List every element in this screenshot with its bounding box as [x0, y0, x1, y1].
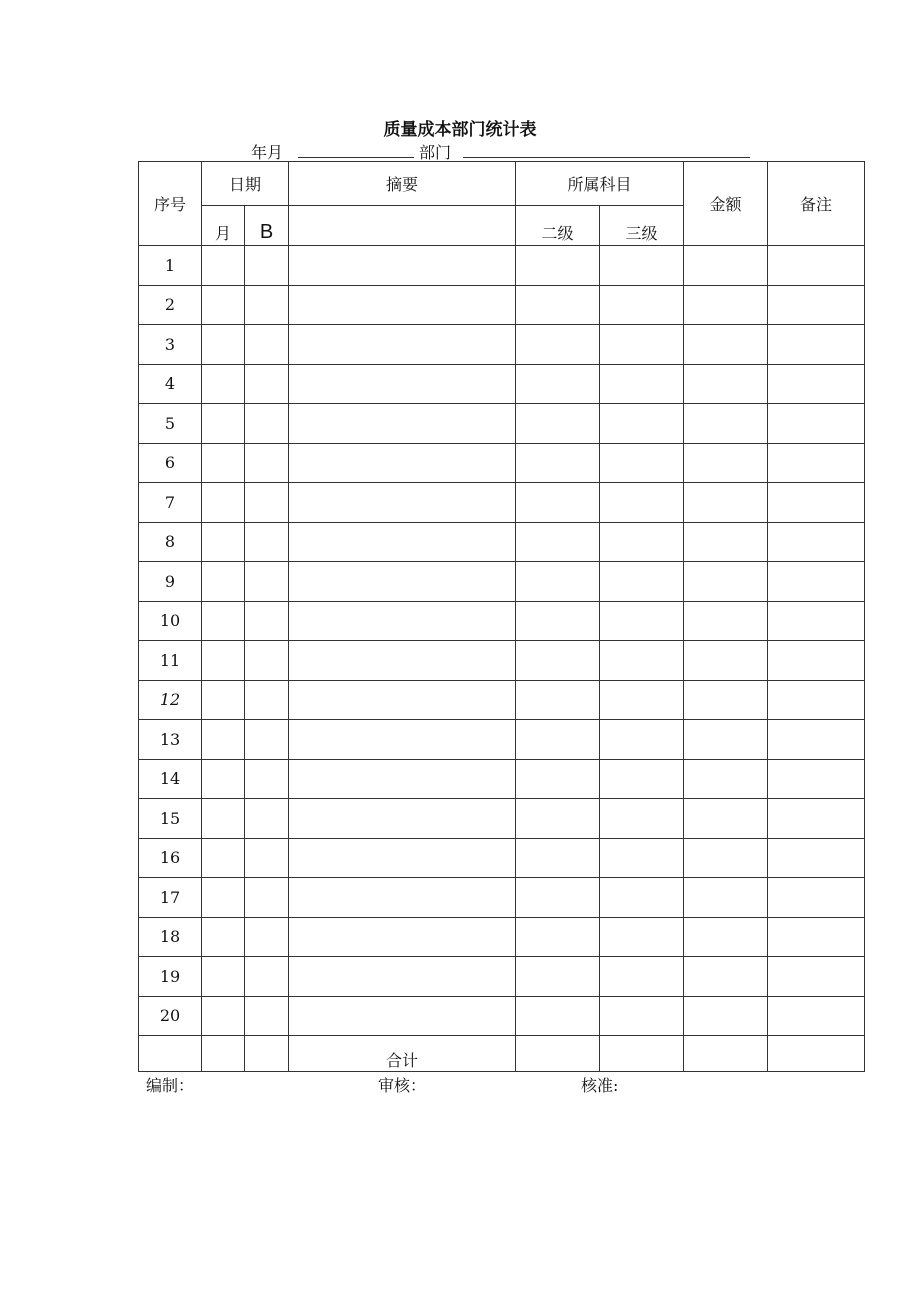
cell-month[interactable]: [202, 838, 245, 878]
total-label: 合计: [289, 1036, 516, 1072]
table-row: [139, 562, 865, 602]
cell-remark[interactable]: [768, 680, 865, 720]
table-row: [139, 443, 865, 483]
row-seq: 15: [139, 799, 202, 839]
cell-remark[interactable]: [768, 285, 865, 325]
cell-summary[interactable]: [289, 720, 516, 760]
row-seq: 14: [139, 759, 202, 799]
cell-month[interactable]: [202, 680, 245, 720]
row-seq: 5: [139, 404, 202, 444]
cell-month[interactable]: [202, 562, 245, 602]
cell-summary[interactable]: [289, 680, 516, 720]
cell-remark[interactable]: [768, 838, 865, 878]
cell-remark[interactable]: [768, 364, 865, 404]
cell-remark[interactable]: [768, 917, 865, 957]
table-row: [139, 522, 865, 562]
table-row: [139, 325, 865, 365]
cell-level3[interactable]: [600, 562, 684, 602]
cell-day[interactable]: [245, 799, 289, 839]
cell-amount[interactable]: [684, 759, 768, 799]
cell-level2[interactable]: [516, 917, 600, 957]
row-seq: 7: [139, 483, 202, 523]
total-day[interactable]: [245, 1036, 289, 1072]
row-seq: 19: [139, 957, 202, 997]
table-row: [139, 483, 865, 523]
table-row: [139, 364, 865, 404]
cell-level2[interactable]: [516, 522, 600, 562]
cell-summary[interactable]: [289, 483, 516, 523]
cell-remark[interactable]: [768, 799, 865, 839]
row-seq: 11: [139, 641, 202, 681]
cell-summary[interactable]: [289, 759, 516, 799]
cell-day[interactable]: [245, 601, 289, 641]
cell-level3[interactable]: [600, 246, 684, 286]
cell-day[interactable]: [245, 364, 289, 404]
header-level2: 二级: [516, 206, 600, 246]
cell-amount[interactable]: [684, 799, 768, 839]
approver-label: 核准:: [581, 1076, 619, 1095]
cell-remark[interactable]: [768, 562, 865, 602]
row-seq: 12: [139, 680, 202, 720]
row-seq: 6: [139, 443, 202, 483]
table-row: [139, 759, 865, 799]
cell-level2[interactable]: [516, 325, 600, 365]
total-month[interactable]: [202, 1036, 245, 1072]
cell-amount[interactable]: [684, 601, 768, 641]
row-seq: 4: [139, 364, 202, 404]
cell-day[interactable]: [245, 957, 289, 997]
table-row: [139, 838, 865, 878]
row-seq: 3: [139, 325, 202, 365]
table-row: [139, 680, 865, 720]
cell-level2[interactable]: [516, 285, 600, 325]
row-seq: 18: [139, 917, 202, 957]
cell-summary[interactable]: [289, 641, 516, 681]
cell-remark[interactable]: [768, 996, 865, 1036]
table-row: [139, 641, 865, 681]
cell-level2[interactable]: [516, 601, 600, 641]
cell-summary[interactable]: [289, 285, 516, 325]
cell-remark[interactable]: [768, 246, 865, 286]
cell-day[interactable]: [245, 878, 289, 918]
cell-summary[interactable]: [289, 443, 516, 483]
cell-month[interactable]: [202, 878, 245, 918]
meta-line: [0, 140, 920, 160]
cell-remark[interactable]: [768, 957, 865, 997]
cell-day[interactable]: [245, 285, 289, 325]
table-row: [139, 285, 865, 325]
cell-level3[interactable]: [600, 404, 684, 444]
table-row: [139, 246, 865, 286]
cell-day[interactable]: [245, 759, 289, 799]
table-row: [139, 878, 865, 918]
table-row: [139, 601, 865, 641]
cell-amount[interactable]: [684, 285, 768, 325]
cell-remark[interactable]: [768, 641, 865, 681]
form-title: 质量成本部门统计表: [383, 120, 537, 140]
header-day: B: [245, 206, 289, 246]
cell-level2[interactable]: [516, 996, 600, 1036]
cell-level3[interactable]: [600, 996, 684, 1036]
cell-month[interactable]: [202, 443, 245, 483]
cell-level3[interactable]: [600, 720, 684, 760]
cell-level2[interactable]: [516, 838, 600, 878]
cell-summary[interactable]: [289, 917, 516, 957]
cell-amount[interactable]: [684, 838, 768, 878]
cell-level2[interactable]: [516, 878, 600, 918]
cell-amount[interactable]: [684, 522, 768, 562]
cell-level3[interactable]: [600, 799, 684, 839]
department-label: 部门: [419, 143, 452, 162]
cell-level3[interactable]: [600, 364, 684, 404]
header-month: 月: [202, 206, 245, 246]
total-seq[interactable]: [139, 1036, 202, 1072]
cell-day[interactable]: [245, 641, 289, 681]
cell-level2[interactable]: [516, 562, 600, 602]
row-seq: 9: [139, 562, 202, 602]
header-date: 日期: [202, 162, 289, 206]
cell-level3[interactable]: [600, 957, 684, 997]
cell-level3[interactable]: [600, 522, 684, 562]
cell-level3[interactable]: [600, 325, 684, 365]
cell-remark[interactable]: [768, 720, 865, 760]
table-row: [139, 720, 865, 760]
cell-amount[interactable]: [684, 325, 768, 365]
cell-day[interactable]: [245, 325, 289, 365]
cell-level2[interactable]: [516, 957, 600, 997]
cell-day[interactable]: [245, 404, 289, 444]
cell-amount[interactable]: [684, 364, 768, 404]
cell-remark[interactable]: [768, 325, 865, 365]
cell-level3[interactable]: [600, 680, 684, 720]
row-seq: 16: [139, 838, 202, 878]
table-row: [139, 917, 865, 957]
cell-amount[interactable]: [684, 483, 768, 523]
header-level3: 三级: [600, 206, 684, 246]
cell-level2[interactable]: [516, 680, 600, 720]
cell-month[interactable]: [202, 799, 245, 839]
cell-summary[interactable]: [289, 404, 516, 444]
cell-summary[interactable]: [289, 838, 516, 878]
cell-summary[interactable]: [289, 957, 516, 997]
header-subject: 所属科目: [516, 162, 684, 206]
cell-level3[interactable]: [600, 878, 684, 918]
cell-amount[interactable]: [684, 957, 768, 997]
cell-summary[interactable]: [289, 799, 516, 839]
cell-month[interactable]: [202, 759, 245, 799]
cell-month[interactable]: [202, 522, 245, 562]
cell-month[interactable]: [202, 996, 245, 1036]
cell-level2[interactable]: [516, 641, 600, 681]
cell-summary[interactable]: [289, 522, 516, 562]
compiler-label: 编制：: [146, 1076, 195, 1095]
cell-summary[interactable]: [289, 996, 516, 1036]
cell-summary[interactable]: [289, 878, 516, 918]
total-remark[interactable]: [768, 1036, 865, 1072]
table-row: [139, 404, 865, 444]
cell-summary[interactable]: [289, 601, 516, 641]
cell-level2[interactable]: [516, 404, 600, 444]
cell-level3[interactable]: [600, 759, 684, 799]
cell-amount[interactable]: [684, 917, 768, 957]
cell-amount[interactable]: [684, 246, 768, 286]
cell-level2[interactable]: [516, 759, 600, 799]
year-month-field[interactable]: [298, 157, 414, 158]
header-amount: 金额: [684, 162, 768, 246]
cell-month[interactable]: [202, 285, 245, 325]
cell-level2[interactable]: [516, 246, 600, 286]
cell-day[interactable]: [245, 483, 289, 523]
cell-level3[interactable]: [600, 838, 684, 878]
cell-amount[interactable]: [684, 443, 768, 483]
cell-remark[interactable]: [768, 522, 865, 562]
row-seq: 2: [139, 285, 202, 325]
cell-remark[interactable]: [768, 759, 865, 799]
reviewer-label: 审核：: [378, 1076, 427, 1095]
cell-day[interactable]: [245, 443, 289, 483]
cell-level2[interactable]: [516, 720, 600, 760]
statistics-table: [138, 161, 865, 1072]
header-summary-blank: [289, 206, 516, 246]
cell-month[interactable]: [202, 364, 245, 404]
table-row: [139, 799, 865, 839]
cell-month[interactable]: [202, 917, 245, 957]
row-seq: 13: [139, 720, 202, 760]
cell-day[interactable]: [245, 720, 289, 760]
cell-month[interactable]: [202, 641, 245, 681]
header-remark: 备注: [768, 162, 865, 246]
cell-level3[interactable]: [600, 285, 684, 325]
cell-day[interactable]: [245, 562, 289, 602]
total-amount[interactable]: [684, 1036, 768, 1072]
department-field[interactable]: [463, 157, 750, 158]
table-row: [139, 957, 865, 997]
cell-amount[interactable]: [684, 562, 768, 602]
cell-level3[interactable]: [600, 641, 684, 681]
cell-month[interactable]: [202, 404, 245, 444]
cell-month[interactable]: [202, 957, 245, 997]
cell-month[interactable]: [202, 246, 245, 286]
header-summary: 摘要: [289, 162, 516, 206]
cell-remark[interactable]: [768, 601, 865, 641]
cell-month[interactable]: [202, 483, 245, 523]
row-seq: 20: [139, 996, 202, 1036]
cell-amount[interactable]: [684, 680, 768, 720]
cell-day[interactable]: [245, 522, 289, 562]
cell-day[interactable]: [245, 246, 289, 286]
cell-amount[interactable]: [684, 996, 768, 1036]
total-level3[interactable]: [600, 1036, 684, 1072]
cell-remark[interactable]: [768, 483, 865, 523]
total-level2[interactable]: [516, 1036, 600, 1072]
cell-month[interactable]: [202, 325, 245, 365]
cell-remark[interactable]: [768, 443, 865, 483]
cell-level2[interactable]: [516, 799, 600, 839]
table-row: [139, 996, 865, 1036]
cell-amount[interactable]: [684, 404, 768, 444]
cell-summary[interactable]: [289, 562, 516, 602]
cell-level2[interactable]: [516, 443, 600, 483]
cell-level3[interactable]: [600, 483, 684, 523]
cell-level3[interactable]: [600, 917, 684, 957]
cell-summary[interactable]: [289, 246, 516, 286]
row-seq: 17: [139, 878, 202, 918]
cell-summary[interactable]: [289, 325, 516, 365]
row-seq: 10: [139, 601, 202, 641]
cell-amount[interactable]: [684, 878, 768, 918]
cell-remark[interactable]: [768, 878, 865, 918]
year-month-label: 年月: [251, 143, 284, 162]
cell-level3[interactable]: [600, 601, 684, 641]
cell-level2[interactable]: [516, 364, 600, 404]
cell-day[interactable]: [245, 917, 289, 957]
cell-remark[interactable]: [768, 404, 865, 444]
row-seq: 8: [139, 522, 202, 562]
cell-amount[interactable]: [684, 720, 768, 760]
cell-day[interactable]: [245, 680, 289, 720]
cell-level3[interactable]: [600, 443, 684, 483]
cell-day[interactable]: [245, 996, 289, 1036]
cell-level2[interactable]: [516, 483, 600, 523]
header-seq: 序号: [139, 162, 202, 246]
cell-month[interactable]: [202, 601, 245, 641]
cell-day[interactable]: [245, 838, 289, 878]
cell-month[interactable]: [202, 720, 245, 760]
cell-amount[interactable]: [684, 641, 768, 681]
row-seq: 1: [139, 246, 202, 286]
cell-summary[interactable]: [289, 364, 516, 404]
total-row: [139, 1036, 865, 1072]
